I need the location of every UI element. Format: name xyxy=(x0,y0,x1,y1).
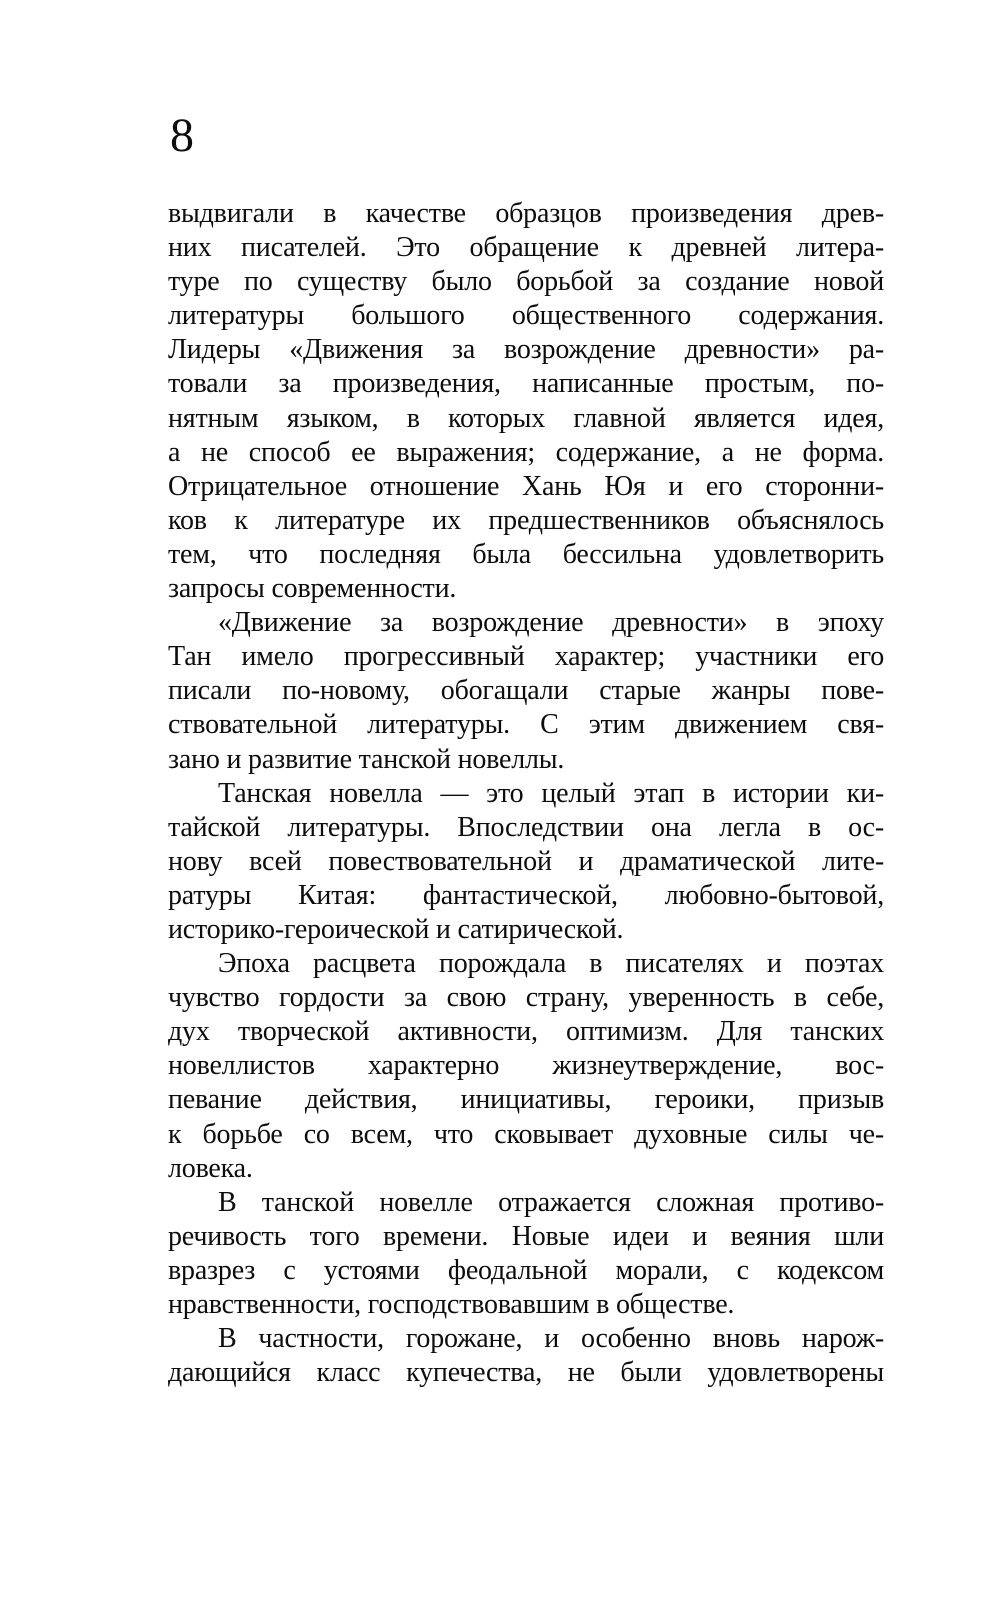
text-line: туре по существу было борьбой за создание новой xyxy=(168,266,884,298)
paragraph xyxy=(168,606,884,776)
text-line: тем, что последняя была бессильна удовлетворить xyxy=(168,538,884,570)
page-number: 8 xyxy=(170,109,194,162)
paragraph xyxy=(168,777,884,947)
text-line: дающийся класс купечества, не были удовлетворены xyxy=(168,1357,884,1389)
text-line: Танская новелла — это целый этап в истории ки- xyxy=(218,777,884,809)
paragraph xyxy=(168,947,884,1186)
text-line: зано и развитие танской новеллы. xyxy=(168,743,565,775)
text-line: В частности, горожане, и особенно вновь нарож- xyxy=(218,1323,884,1355)
text-line: тайской литературы. Впоследствии она легла в ос- xyxy=(168,811,884,843)
text-line: нравственности, господствовавшим в обществе. xyxy=(168,1289,735,1320)
text-line: Эпоха расцвета порождала в писателях и поэтах xyxy=(218,948,884,980)
text-line: ратуры Китая: фантастической, любовно-бытовой, xyxy=(168,879,884,911)
text-line: Отрицательное отношение Хань Юя и его сторонни- xyxy=(168,470,884,502)
text-line: речивость того времени. Новые идеи и веяния шли xyxy=(168,1220,884,1252)
text-line: «Движение за возрождение древности» в эпоху xyxy=(218,607,884,639)
paragraph xyxy=(168,197,884,606)
text-line: Лидеры «Движения за возрождение древности» ра- xyxy=(168,334,884,366)
text-line: Тан имело прогрессивный характер; участники его xyxy=(168,641,884,673)
text-line: историко-героической и сатирической. xyxy=(168,913,624,945)
text-line: нову всей повествовательной и драматической лите- xyxy=(168,845,884,877)
paragraph xyxy=(168,1186,884,1322)
text-line: дух творческой активности, оптимизм. Для танских xyxy=(168,1016,884,1048)
text-block xyxy=(168,197,884,1390)
text-line: В танской новелле отражается сложная противо- xyxy=(218,1186,884,1218)
text-line: ствовательной литературы. С этим движением свя- xyxy=(168,709,884,741)
text-line: к борьбе со всем, что сковывает духовные силы че- xyxy=(168,1118,884,1150)
text-line: запросы современности. xyxy=(168,573,457,605)
text-line: певание действия, инициативы, героики, призыв xyxy=(168,1084,884,1116)
text-line: них писателей. Это обращение к древней литера- xyxy=(168,232,884,264)
text-line: чувство гордости за свою страну, уверенность в себе, xyxy=(168,982,884,1014)
paragraph xyxy=(168,1322,884,1390)
text-line: ков к литературе их предшественников объяснялось xyxy=(168,504,884,536)
text-line: литературы большого общественного содержания. xyxy=(168,300,884,332)
text-line: товали за произведения, написанные простым, по- xyxy=(168,368,884,400)
text-line: нятным языком, в которых главной является идея, xyxy=(168,402,884,434)
text-line: вразрез с устоями феодальной морали, с кодексом xyxy=(168,1254,884,1286)
text-line: выдвигали в качестве образцов произведения древ- xyxy=(168,198,884,229)
text-line: писали по-новому, обогащали старые жанры пове- xyxy=(168,675,884,707)
text-line: новеллистов характерно жизнеутверждение, вос- xyxy=(168,1050,884,1082)
text-line: ловека. xyxy=(168,1152,253,1184)
text-line: а не способ ее выражения; содержание, а не форма. xyxy=(168,436,884,468)
